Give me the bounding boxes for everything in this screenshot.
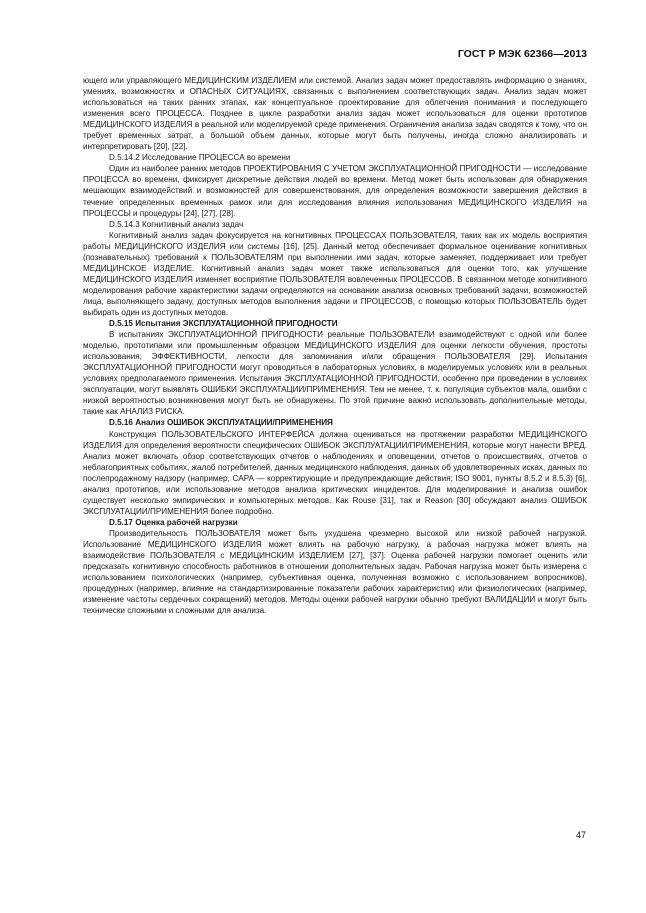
- page-number: 47: [575, 830, 586, 840]
- paragraph-usability-testing: В испытаниях ЭКСПЛУАТАЦИОННОЙ ПРИГОДНОСТИ реальные ПОЛЬЗОВАТЕЛИ взаимодействуют с одной или более моделью, прототипами или промышленным образцом МЕДИЦИНСКОГО ИЗДЕЛИЯ для оценки легкости обучения, простоты использования, ЭФФЕКТИВНОСТИ, легкости для запоминания и/или обращения ПОЛЬЗОВАТЕЛЯ [29]. Испытания ЭКСПЛУАТАЦИОННОЙ ПРИГОДНОСТИ могут проводиться в лабораторных условиях, в моделируемых условиях или в реальных условиях предполагаемого применения. Испытания ЭКСПЛУАТАЦИОННОЙ ПРИГОДНОСТИ, особенно при проведении в условиях эксплуатации, могут выявлять ОШИБКИ ЭКСПЛУАТАЦИИ/ПРИМЕНЕНИЯ. Тем не менее, т. к. популяция субъектов мала, ошибки с низкой вероятностью возникновения могут быть не обнаружены. По этой причине важно использовать дополнительные методы, такие как АНАЛИЗ РИСКА.: [83, 330, 587, 417]
- standard-header: ГОСТ Р МЭК 62366—2013: [457, 48, 587, 60]
- section-heading-d515: D.5.15 Испытания ЭКСПЛУАТАЦИОННОЙ ПРИГОДНОСТИ: [109, 319, 338, 329]
- subsection-heading-d5142: D.5.14.2 Исследование ПРОЦЕССА во времени: [109, 153, 291, 163]
- paragraph-time-motion-study: Один из наиболее ранних методов ПРОЕКТИРОВАНИЯ С УЧЕТОМ ЭКСПЛУАТАЦИОННОЙ ПРИГОДНОСТИ — исследование ПРОЦЕССА во времени, фиксирует дискретные действия людей во времени. Метод может быть использован для обнаружения мешающих взаимодействий и возможностей для совершенствования, для определения возможности завершения действия в течение определенных временных рамок или для исследования влияния использования МЕДИЦИНСКОГО ИЗДЕЛИЯ на ПРОЦЕССЫ и процедуры [24], [27], [28].: [83, 164, 587, 218]
- section-heading-d517: D.5.17 Оценка рабочей нагрузки: [109, 517, 238, 527]
- subsection-heading-d5143: D.5.14.3 Когнитивный анализ задач: [109, 219, 244, 229]
- paragraph-use-error-analysis: Конструкция ПОЛЬЗОВАТЕЛЬСКОГО ИНТЕРФЕЙСА должна оцениваться на протяжении разработки МЕДИЦИНСКОГО ИЗДЕЛИЯ для определения вероятности специфических ОШИБОК ЭКСПЛУАТАЦИИ/ПРИМЕНЕНИЯ, которые могут нанести ВРЕД. Анализ может включать обзор соответствующих отчетов о наблюдениях и оповещении, отчетов о происшествиях, отчетов о неблагоприятных событиях, жалоб потребителей, данных медицинского наблюдения, данных об удовлетворенных исках, данных по послепродажному надзору (например, CAPA — корректирующие и предупреждающие действия; ISO 9001, пункты 8.5.2 и 8.5.3) [6], анализ прототипов, или использование методов анализа критических инцидентов. Для моделирования и анализа ошибок существует несколько эмпирических и компьютерных методов. Как Rouse [31], так и Reason [30] обсуждают анализ ОШИБОК ЭКСПЛУАТАЦИИ/ПРИМЕНЕНИЯ более подробно.: [83, 429, 587, 516]
- paragraph-cognitive-task-analysis: Когнитивный анализ задач фокусируется на когнитивных ПРОЦЕССАХ ПОЛЬЗОВАТЕЛЯ, таких как их модель восприятия работы МЕДИЦИНСКОГО ИЗДЕЛИЯ или системы [16], [25]. Данный метод обеспечивает формальное оценивание когнитивных (познавательных) требований к ПОЛЬЗОВАТЕЛЯМ при выполнении ими задач, которые заменяет, поддерживает или требует МЕДИЦИНСКОЕ ИЗДЕЛИЕ. Когнитивный анализ задач может также использоваться для оценки того, как улучшение МЕДИЦИНСКОГО ИЗДЕЛИЯ изменяет восприятие ПОЛЬЗОВАТЕЛЯ вовлеченных ПРОЦЕССОВ. В связанном методе когнитивного моделирования рабочие характеристики задачи определяются на основании анализа основных требований задачи, возможностей лица, выполняющего задачу, доступных методов выполнения задачи и ПРОЦЕССОВ, с помощью которых ПОЛЬЗОВАТЕЛЬ будет выбирать один из доступных методов.: [83, 230, 587, 317]
- document-body: [83, 75, 587, 616]
- paragraph-workload-assessment: Производительность ПОЛЬЗОВАТЕЛЯ может быть ухудшена чрезмерно высокой или низкой рабочей нагрузкой. Использование МЕДИЦИНСКОГО ИЗДЕЛИЯ может влиять на рабочую нагрузку, а рабочая нагрузка может влиять на взаимодействие ПОЛЬЗОВАТЕЛЯ с МЕДИЦИНСКИМ ИЗДЕЛИЕМ [27], [37]. Оценка рабочей нагрузки помогает оценить или предсказать когнитивную способность работников в отношении дополнительных задач. Рабочая нагрузка может быть измерена с использованием психологических (например, субъективная оценка, полученная возможно с использованием вопросников), процедурных (например, влияние на стандартизированные показатели рабочих характеристик) или физиологических (например, изменение частоты сердечных сокращений) методов. Методы оценки рабочей нагрузки обычно требуют ВАЛИДАЦИИ и могут быть технически сложными и сложными для анализа.: [83, 528, 587, 616]
- paragraph-task-analysis-continued: ющего или управляющего МЕДИЦИНСКИМ ИЗДЕЛИЕМ или системой. Анализ задач может предоставлять информацию о знаниях, умениях, возможностях и ОПАСНЫХ СИТУАЦИЯХ, связанных с выполнением соответствующих задач. Анализ задач может использоваться на таких ранних этапах, как концептуальное проектирование для облегчения понимания и последующего изменения всего ПРОЦЕССА. Позднее в цикле разработки анализ задач может использоваться для оценки прототипов МЕДИЦИНСКОГО ИЗДЕЛИЯ в реальной или моделируемой среде применения. Ограничения анализа задач сводятся к тому, что он требует временных затрат, а большой объем данных, которые могут быть получены, иногда сложно анализировать и интерпретировать [20], [22].: [83, 76, 587, 152]
- section-heading-d516: D.5.16 Анализ ОШИБОК ЭКСПЛУАТАЦИИ/ПРИМЕНЕНИЯ: [109, 418, 333, 428]
